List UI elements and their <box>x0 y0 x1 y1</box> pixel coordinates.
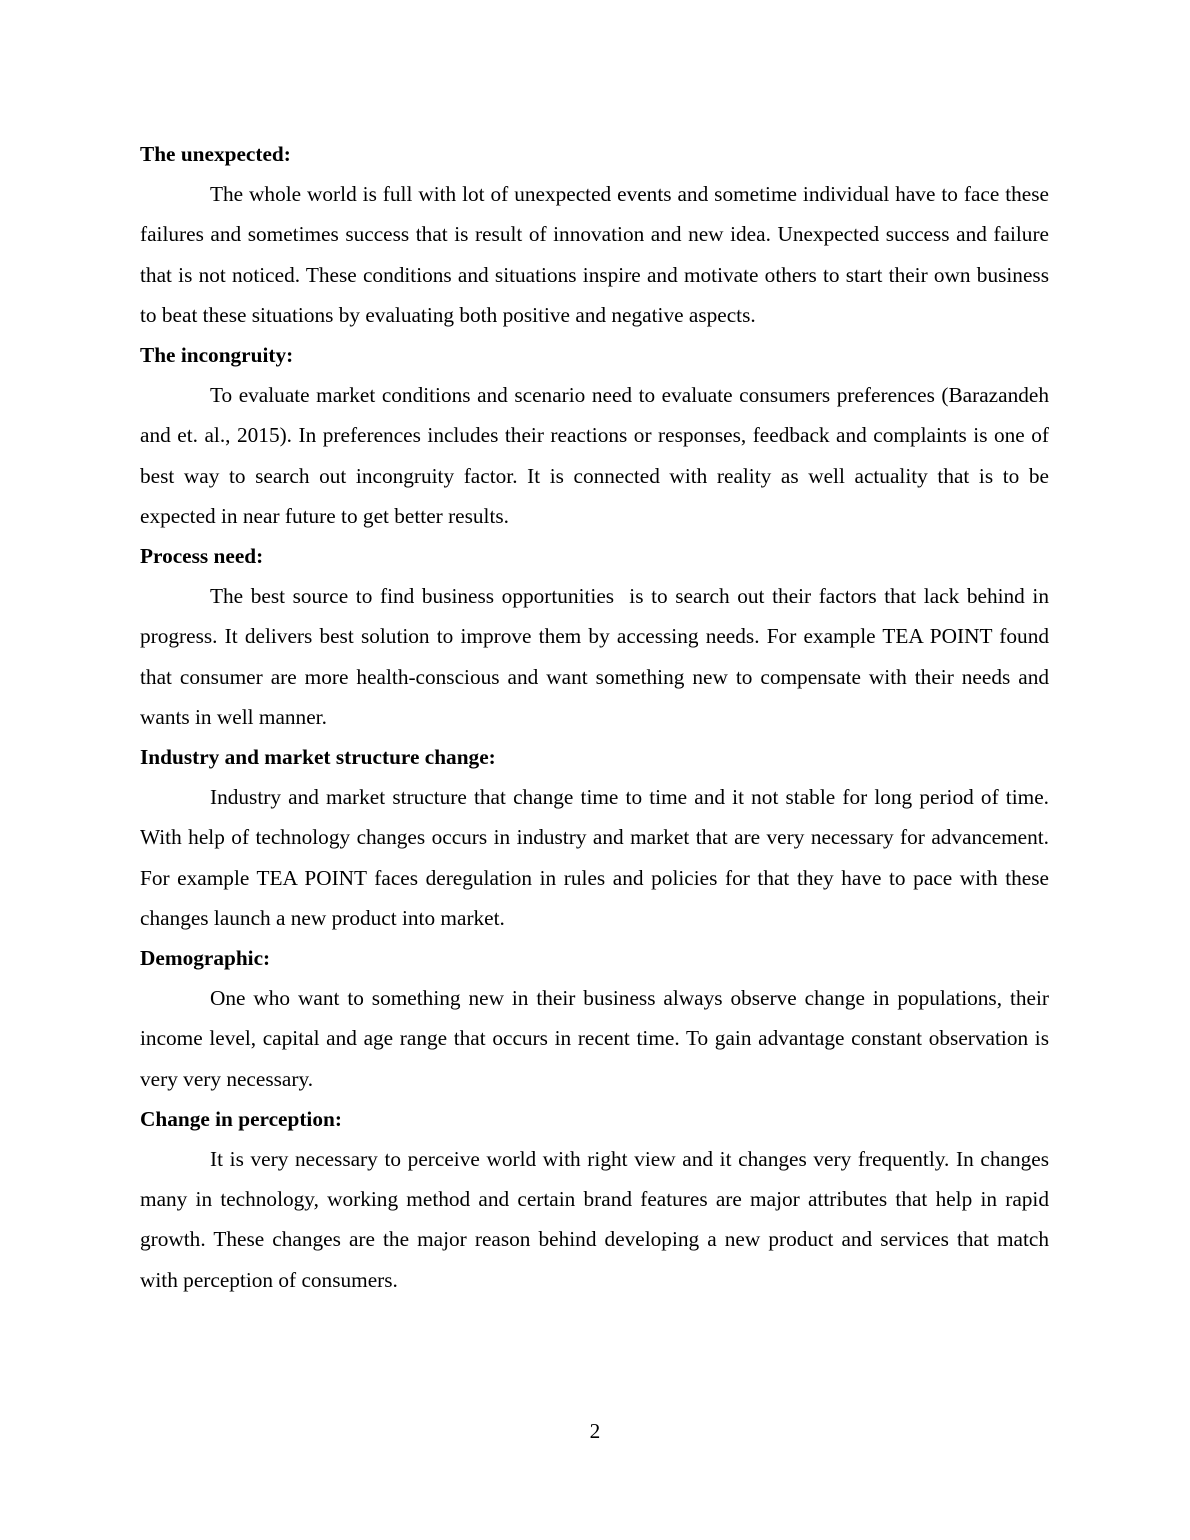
page-number: 2 <box>589 1419 601 1443</box>
section-body-perception: It is very necessary to perceive world with right view and it changes very frequently. In changes many in technology, working method and certain brand features are major attributes that help in rapid growth. These changes are the major reason behind developing a new product and services that match with perception of consumers. <box>140 1147 1049 1292</box>
section-heading-incongruity: The incongruity: <box>140 343 294 368</box>
section-body-incongruity: To evaluate market conditions and scenario need to evaluate consumers preferences (Barazandeh and et. al., 2015). In preferences includes their reactions or responses, feedback and complaints is one of best way to search out incongruity factor. It is connected with reality as well actuality that is to be expected in near future to get better results. <box>140 383 1049 528</box>
section-body-demographic: One who want to something new in their business always observe change in populations, their income level, capital and age range that occurs in recent time. To gain advantage constant observation is very very necessary. <box>140 986 1049 1091</box>
section-heading-demographic: Demographic: <box>140 946 271 971</box>
page-content <box>140 134 1055 1300</box>
section-body-unexpected: The whole world is full with lot of unexpected events and sometime individual have to face these failures and sometimes success that is result of innovation and new idea. Unexpected success and failure that is not noticed. These conditions and situations inspire and motivate others to start their own business to beat these situations by evaluating both positive and negative aspects. <box>140 182 1049 327</box>
section-heading-perception: Change in perception: <box>140 1106 342 1131</box>
section-body-industry-market: Industry and market structure that change time to time and it not stable for long period of time. With help of technology changes occurs in industry and market that are very necessary for advancement. For example TEA POINT faces deregulation in rules and policies for that they have to pace with these changes launch a new product into market. <box>140 785 1049 930</box>
section-body-process-need: The best source to find business opportunities is to search out their factors that lack behind in progress. It delivers best solution to improve them by accessing needs. For example TEA POINT found that consumer are more health-conscious and want something new to compensate with their needs and wants in well manner. <box>140 584 1055 729</box>
section-heading-industry-market: Industry and market structure change: <box>140 745 496 770</box>
section-heading-process-need: Process need: <box>140 544 264 569</box>
section-heading-unexpected: The unexpected: <box>140 142 291 166</box>
